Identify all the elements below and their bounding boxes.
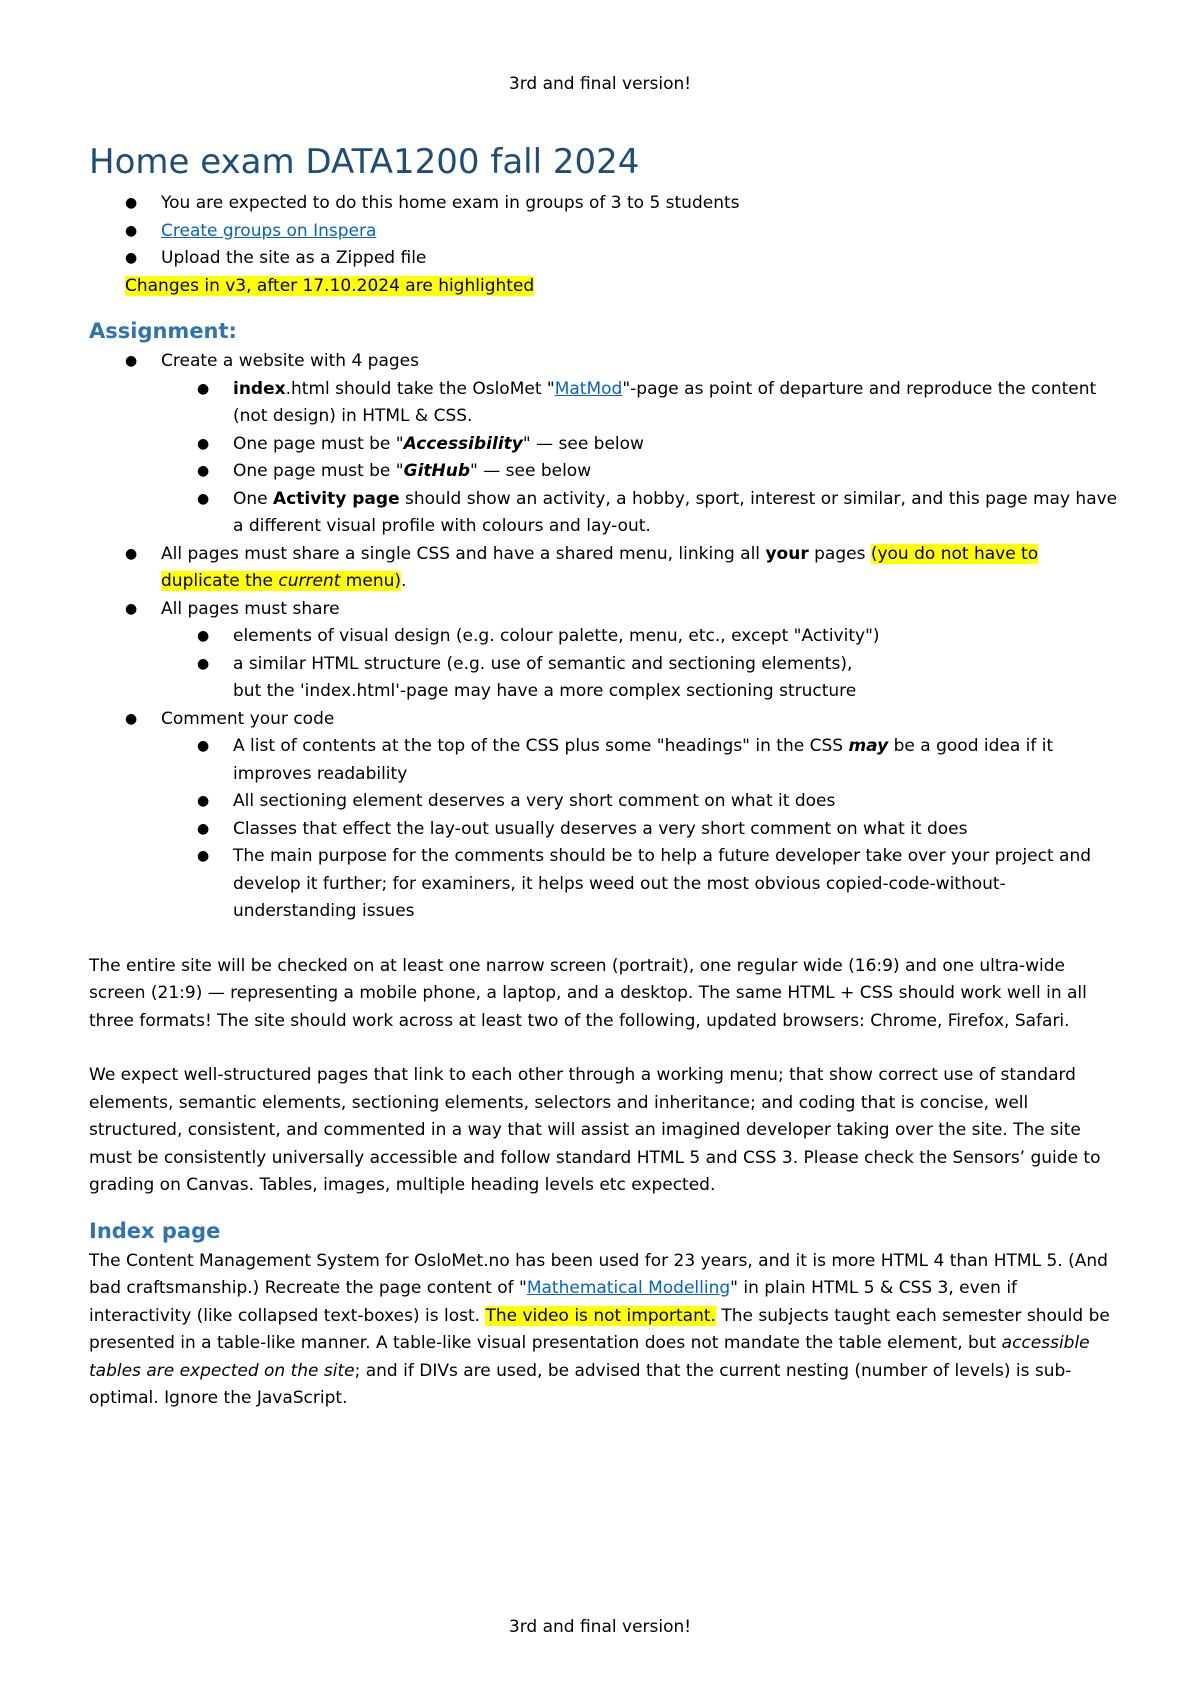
page-footer: 3rd and final version! [508, 1617, 692, 1637]
bullet-icon: ● [197, 380, 210, 397]
list-item: ● elements of visual design (e.g. colour palette, menu, etc., except "Activity") [161, 623, 1119, 651]
bullet-icon: ● [197, 490, 210, 507]
list-item: ● A list of contents at the top of the CSS plus some "headings" in the CSS may be a good idea if it improves readability [161, 733, 1119, 788]
list-item: ● All pages must share a single CSS and have a shared menu, linking all your pages (you do not have to duplicate the current menu). [89, 541, 1119, 596]
list-item: ● One page must be "GitHub" — see below [161, 458, 1119, 486]
bullet-icon: ● [125, 250, 138, 266]
sub-list [161, 733, 1119, 926]
sub-list [161, 376, 1119, 541]
list-item: ● One Activity page should show an activity, a hobby, sport, interest or similar, and this page may have a different visual profile with colours and lay-out. [161, 486, 1119, 541]
bullet-icon: ● [197, 628, 210, 644]
index-page-heading: Index page [89, 1218, 221, 1243]
list-item: ● You are expected to do this home exam in groups of 3 to 5 students [89, 190, 1119, 218]
page-header: 3rd and final version! [508, 74, 692, 94]
page-title: Home exam DATA1200 fall 2024 [89, 142, 640, 182]
matmod-link[interactable]: MatMod [554, 378, 623, 399]
mathematical-modelling-link[interactable]: Mathematical Modelling [526, 1278, 731, 1298]
intro-list [89, 190, 1119, 273]
list-item: ● The main purpose for the comments should be to help a future developer take over your project and develop it further; for examiners, it helps weed out the most obvious copied-code-without-understanding issues [161, 843, 1119, 926]
bullet-icon: ● [125, 600, 138, 617]
bullet-icon: ● [197, 435, 210, 452]
list-item: ● Classes that effect the lay-out usually deserves a very short comment on what it does [161, 816, 1119, 844]
list-item [89, 218, 1119, 246]
bullet-icon: ● [125, 545, 138, 562]
list-item: ● index.html should take the OsloMet "MatMod"-page as point of departure and reproduce the content (not design) in HTML & CSS. [161, 376, 1119, 431]
list-item: ● Create a website with 4 pages ● index.html should take the OsloMet "MatMod"-page as point of departure and reproduce the content (not design) in HTML & CSS. ● One page must be "Accessibility" — see below ● One page must be "GitHub" — see below ● One Activity page should show an activity, a hobby, sport, interest or similar, and this page may have a different visual profile with colours and lay-out. [89, 348, 1119, 541]
bullet-icon: ● [197, 463, 210, 479]
bullet-icon: ● [197, 820, 210, 837]
bullet-icon: ● [125, 353, 138, 369]
list-item: ● a similar HTML structure (e.g. use of semantic and sectioning elements), but the 'index.html'-page may have a more complex sectioning structure [161, 651, 1119, 706]
changes-note-line [89, 273, 1119, 301]
sub-list [161, 623, 1119, 706]
list-item: ● All sectioning element deserves a very short comment on what it does [161, 788, 1119, 816]
assignment-heading: Assignment: [89, 319, 237, 343]
bullet-icon: ● [125, 222, 138, 239]
bullet-icon: ● [125, 710, 138, 727]
assignment-list [89, 348, 1119, 926]
expectations-paragraph: We expect well-structured pages that link to each other through a working menu; that show correct use of standard elements, semantic elements, sectioning elements, selectors and inheritance; and coding that is concise, well structured, consistent, and commented in a way that will assist an imagined developer taking over the site. The site must be consistently universally accessible and follow standard HTML 5 and CSS 3. Please check the Sensors’ guide to grading on Canvas. Tables, images, multiple heading levels etc expected. [89, 1065, 1101, 1195]
index-page-paragraph: The Content Management System for OsloMet.no has been used for 23 years, and it is more HTML 4 than HTML 5. (And bad craftsmanship.) Recreate the page content of "Mathematical Modelling" in plain HTML 5 & CSS 3, even if interactivity (like collapsed text-boxes) is lost. The video is not important. The subjects taught each semester should be presented in a table-like manner. A table-like visual presentation does not mandate the table element, but accessible tables are expected on the site; and if DIVs are used, be advised that the current nesting (number of levels) is sub-optimal. Ignore the JavaScript. [89, 1250, 1110, 1408]
document-body [89, 140, 1119, 1413]
screens-paragraph: The entire site will be checked on at least one narrow screen (portrait), one regular wide (16:9) and one ultra-wide screen (21:9) — representing a mobile phone, a laptop, and a desktop. The same HTML + CSS should work well in all three formats! The site should work across at least two of the following, updated browsers: Chrome, Firefox, Safari. [89, 955, 1087, 1031]
list-item: ● All pages must share ● elements of visual design (e.g. colour palette, menu, etc., except "Activity") ● a similar HTML structure (e.g. use of semantic and sectioning elements), but the 'index.html'-page may have a more complex sectioning structure [89, 596, 1119, 706]
highlight: (you do not have to duplicate the current menu) [161, 543, 1039, 591]
changes-note: Changes in v3, after 17.10.2024 are highlighted [125, 275, 535, 296]
bullet-icon: ● [197, 793, 210, 809]
bullet-icon: ● [197, 655, 210, 672]
list-item: ● One page must be "Accessibility" — see below [161, 431, 1119, 459]
create-groups-link[interactable]: Create groups on Inspera [161, 220, 377, 241]
highlight: The video is not important. [485, 1305, 716, 1326]
list-item: ● Upload the site as a Zipped file [89, 245, 1119, 273]
bullet-icon: ● [125, 195, 138, 211]
list-item: ● Comment your code ● A list of contents at the top of the CSS plus some "headings" in the CSS may be a good idea if it improves readability ● All sectioning element deserves a very short comment on what it does ● Classes that effect the lay-out usually deserves a very short comment on what it does ● The main purpose for the comments should be to help a future developer take over your project and develop it further; for examiners, it helps weed out the most obvious copied-code-without-understanding issues [89, 706, 1119, 926]
bullet-icon: ● [197, 738, 210, 754]
bullet-icon: ● [197, 848, 210, 864]
